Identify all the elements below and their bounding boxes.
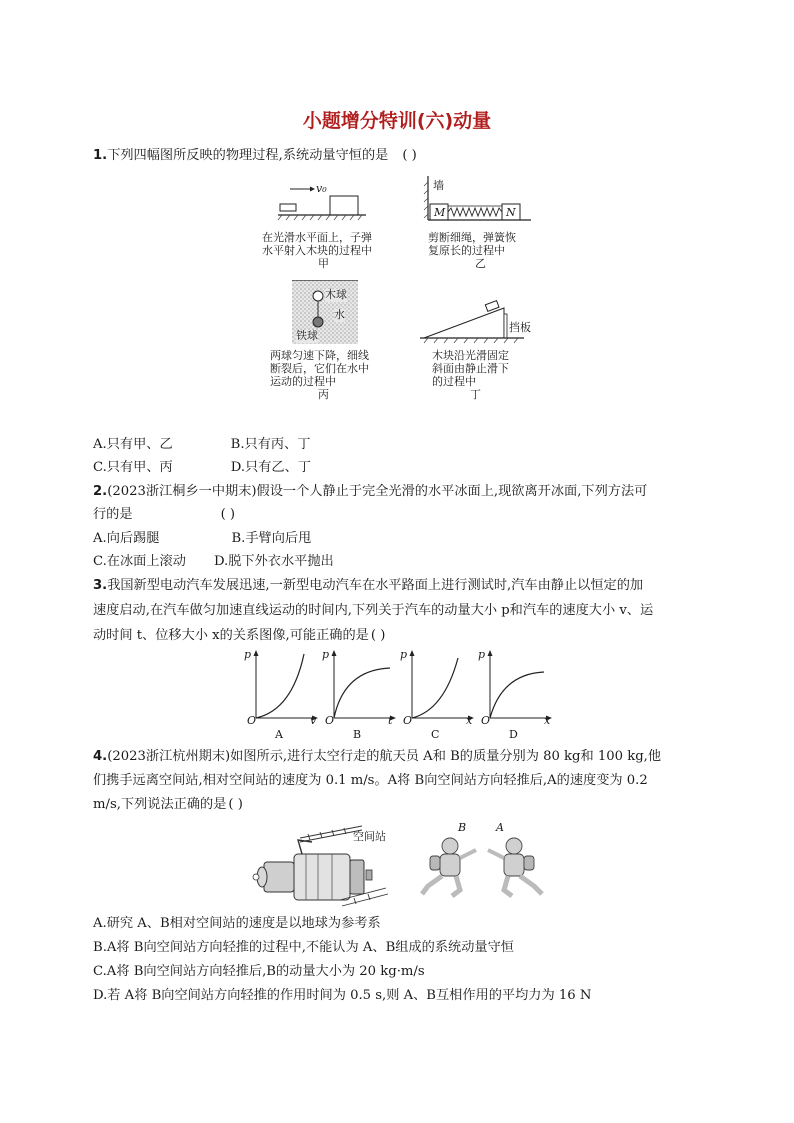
q1-option-d[interactable]: D.只有乙、丁 (230, 460, 311, 475)
q1-stem: 下列四幅图所反映的物理过程,系统动量守恒的是 (107, 148, 389, 163)
q4-stem-text1: (2023浙江杭州期末)如图所示,进行太空行走的航天员 A和 B的质量分别为 80 kg和 100 kg,他 (107, 749, 662, 764)
q1-fig-bing-caption-line2: 断裂后，它们在水中 (270, 362, 369, 375)
q4-option-a[interactable]: A.研究 A、B相对空间站的速度是以地球为参考系 (93, 916, 381, 931)
wood-ball (313, 291, 323, 301)
sliding-block (485, 301, 499, 312)
q3-stem-line3 (93, 628, 385, 644)
q1-fig-bing-water-label: 水 (334, 308, 345, 321)
velocity-arrowhead (310, 187, 315, 192)
q3-graph-c-letter[interactable]: C (431, 728, 440, 741)
q2-option-a[interactable]: A.向后踢腿 (93, 531, 160, 546)
q3-graph-d-y-label: p (478, 648, 486, 661)
q3-graph-c-x-label: x (466, 714, 473, 727)
incline (424, 308, 504, 338)
q3-graph-b (326, 650, 396, 722)
q2-number: 2. (93, 484, 108, 499)
q1-fig-jia-label: 甲 (318, 257, 329, 270)
q3-graph-d (482, 650, 552, 722)
baffle (504, 314, 507, 338)
q4-option-b[interactable]: B.A将 B向空间站方向轻推的过程中,不能认为 A、B组成的系统动量守恒 (93, 940, 514, 955)
q4-stem-line2 (93, 773, 648, 789)
iron-ball (313, 317, 323, 327)
q4-option-d-row (93, 988, 591, 1004)
q3-graph-b-letter[interactable]: B (353, 728, 362, 741)
q3-graph-a-origin: O (247, 714, 257, 727)
q1-stem-line (93, 148, 417, 164)
q3-graph-c-curve (412, 658, 458, 718)
q2-option-d[interactable]: D.脱下外衣水平抛出 (213, 554, 334, 569)
q1-fig-ding-caption-line1: 木块沿光滑固定 (432, 349, 509, 362)
q1-options-row1 (93, 437, 310, 453)
q3-stem-text1: 我国新型电动汽车发展迅速,一新型电动汽车在水平路面上进行测试时,汽车由静止以恒定的加 (107, 578, 644, 593)
q4-answer-paren[interactable]: ( ) (228, 797, 243, 812)
q4-station-label: 空间站 (353, 830, 386, 843)
q3-graph-c-y-label: p (400, 648, 408, 661)
q1-answer-paren[interactable]: ( ) (402, 148, 417, 163)
q2-option-b[interactable]: B.手臂向后甩 (231, 531, 312, 546)
q1-fig-bing-iron-label: 铁球 (296, 329, 318, 342)
q1-fig-jia-caption-line2: 水平射入木块的过程中 (262, 244, 372, 257)
q4-option-c-row (93, 964, 425, 980)
q1-fig-ding-board-label: 挡板 (509, 321, 531, 334)
station-body (253, 854, 364, 900)
q2-stem-text2: 行的是 (93, 507, 133, 522)
q4-option-c[interactable]: C.A将 B向空间站方向轻推后,B的动量大小为 20 kg·m/s (93, 964, 425, 979)
q4-astronaut-b-label: B (458, 821, 467, 834)
q3-stem-line2 (93, 603, 653, 619)
q3-stem-text3: 动时间 t、位移大小 x的关系图像,可能正确的是 (93, 628, 369, 643)
q1-fig-ding-label: 丁 (470, 388, 481, 401)
q4-stem-text3: m/s,下列说法正确的是 (93, 797, 227, 812)
q1-fig-yi-caption-line2: 复原长的过程中 (428, 244, 505, 257)
q1-fig-ding-caption-line2: 斜面由静止滑下 (432, 362, 509, 375)
q3-graph-c (404, 650, 474, 722)
astronaut-a (488, 838, 542, 896)
q3-graph-a-letter[interactable]: A (275, 728, 283, 741)
q3-stem-text2: 速度启动,在汽车做匀加速直线运动的时间内,下列关于汽车的动量大小 p和汽车的速度大小 v、运 (93, 603, 654, 618)
q1-fig-jia-v0-label: v₀ (316, 182, 327, 195)
q3-graph-a-curve (256, 654, 304, 718)
q1-fig-bing-label: 丙 (318, 388, 329, 401)
q4-number: 4. (93, 749, 108, 764)
q1-fig-ding-diagram (420, 296, 530, 344)
q1-option-c[interactable]: C.只有甲、丙 (93, 460, 173, 475)
q1-options-row2 (93, 460, 311, 476)
spring (448, 208, 502, 216)
q3-number: 3. (93, 578, 108, 593)
q4-option-b-row (93, 940, 514, 956)
bullet (280, 204, 296, 211)
page-title: 小题增分特训(六)动量 (302, 110, 492, 132)
q2-option-c[interactable]: C.在冰面上滚动 (93, 554, 186, 569)
q4-stem-line3 (93, 797, 243, 813)
q3-graph-b-origin: O (325, 714, 335, 727)
q2-stem-text1: (2023浙江桐乡一中期末)假设一个人静止于完全光滑的水平冰面上,现欲离开冰面,下列方法可 (107, 484, 648, 499)
q3-graph-c-origin: O (403, 714, 413, 727)
q2-options-row1 (93, 531, 311, 547)
q1-fig-yi-n-label: N (506, 206, 516, 219)
q1-fig-bing-caption-line3: 运动的过程中 (270, 375, 336, 388)
q1-fig-bing-wood-label: 木球 (325, 288, 347, 301)
q4-option-a-row (93, 916, 381, 932)
q3-graph-b-x-label: t (388, 714, 393, 727)
q4-option-d[interactable]: D.若 A将 B向空间站方向轻推的作用时间为 0.5 s,则 A、B互相作用的平均力为 16 N (93, 988, 592, 1003)
astronaut-b (422, 838, 476, 896)
q2-options-row2 (93, 554, 334, 570)
q3-graph-a-x-label: v (310, 714, 317, 727)
q1-fig-yi-label: 乙 (475, 257, 486, 270)
q3-graph-d-origin: O (481, 714, 491, 727)
q4-stem-line1 (93, 749, 661, 765)
q1-option-a[interactable]: A.只有甲、乙 (93, 437, 173, 452)
q3-answer-paren[interactable]: ( ) (370, 628, 386, 643)
q4-astronaut-a-label: A (496, 821, 504, 834)
wood-block (330, 196, 358, 215)
q1-fig-jia-caption-line1: 在光滑水平面上，子弹 (262, 231, 372, 244)
q3-stem-line1 (93, 578, 643, 594)
q1-fig-yi-caption-line1: 剪断细绳，弹簧恢 (428, 231, 516, 244)
q1-option-b[interactable]: B.只有丙、丁 (230, 437, 311, 452)
q3-graph-d-x-label: x (544, 714, 551, 727)
q3-graph-b-curve (334, 668, 390, 718)
q2-stem-line2 (93, 507, 235, 523)
q1-fig-yi-m-label: M (434, 206, 446, 219)
q1-number: 1. (93, 148, 108, 163)
q4-astronauts-illustration (420, 836, 546, 900)
q2-answer-paren[interactable]: ( ) (220, 507, 236, 522)
q3-graph-b-y-label: p (322, 648, 330, 661)
q3-graph-d-letter[interactable]: D (509, 728, 518, 741)
q3-graph-a-y-label: p (244, 648, 252, 661)
q2-stem-line1 (93, 484, 647, 500)
q1-fig-ding-caption-line3: 的过程中 (432, 375, 476, 388)
q4-stem-text2: 们携手远离空间站,相对空间站的速度为 0.1 m/s。A将 B向空间站方向轻推后,A的速度变为 0.2 (93, 773, 648, 788)
q3-graph-d-curve (490, 672, 544, 718)
q1-fig-yi-wall-label: 墙 (433, 179, 444, 192)
q3-graph-a (248, 650, 318, 722)
q1-fig-bing-caption-line1: 两球匀速下降，细线 (270, 349, 369, 362)
